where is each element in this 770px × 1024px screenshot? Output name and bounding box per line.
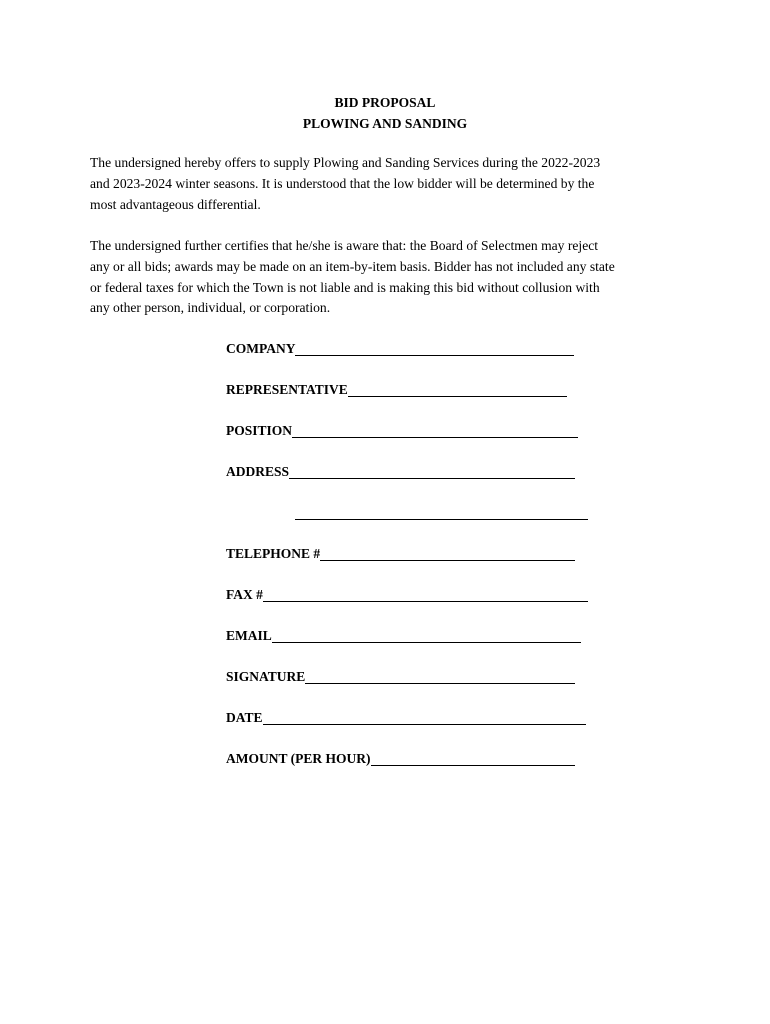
address-field <box>226 461 575 483</box>
position-input-line[interactable] <box>292 436 578 438</box>
signature-field <box>226 666 575 688</box>
paragraph-line: and 2023-2024 winter seasons. It is understood that the low bidder will be determined by the <box>90 175 595 191</box>
address-label: ADDRESS <box>226 464 290 479</box>
address-input-line[interactable] <box>289 477 575 479</box>
paragraph-line: or federal taxes for which the Town is not liable and is making this bid without collusion with <box>90 279 600 295</box>
company-label: COMPANY <box>226 341 296 356</box>
email-input-line[interactable] <box>272 641 581 643</box>
signature-input-line[interactable] <box>305 682 575 684</box>
date-field <box>226 707 586 729</box>
date-label: DATE <box>226 710 263 725</box>
paragraph-line: most advantageous differential. <box>90 196 261 212</box>
telephone-input-line[interactable] <box>320 559 575 561</box>
fax-input-line[interactable] <box>263 600 588 602</box>
representative-label: REPRESENTATIVE <box>226 382 348 397</box>
offer-paragraph <box>90 153 690 215</box>
fax-field <box>226 584 588 606</box>
company-field <box>226 338 574 360</box>
document-subtitle: PLOWING AND SANDING <box>302 116 468 131</box>
position-label: POSITION <box>226 423 293 438</box>
amount-label: AMOUNT (PER HOUR) <box>226 751 371 766</box>
signature-label: SIGNATURE <box>226 669 306 684</box>
amount-field <box>226 748 575 770</box>
telephone-field <box>226 543 575 565</box>
representative-field <box>226 379 567 401</box>
email-label: EMAIL <box>226 628 272 643</box>
telephone-label: TELEPHONE # <box>226 546 321 561</box>
representative-input-line[interactable] <box>348 395 567 397</box>
document-title: BID PROPOSAL <box>334 95 436 110</box>
certification-paragraph <box>90 236 690 319</box>
address-input-line-2[interactable] <box>295 518 588 520</box>
email-field <box>226 625 581 647</box>
paragraph-line: The undersigned further certifies that he/she is aware that: the Board of Selectmen may reject <box>90 238 599 253</box>
paragraph-line: any or all bids; awards may be made on an item-by-item basis. Bidder has not included any state <box>90 258 615 274</box>
position-field <box>226 420 578 442</box>
fax-label: FAX # <box>226 587 263 602</box>
paragraph-line: any other person, individual, or corporation. <box>90 300 331 316</box>
company-input-line[interactable] <box>295 354 574 356</box>
amount-input-line[interactable] <box>371 764 575 766</box>
date-input-line[interactable] <box>263 723 586 725</box>
paragraph-line: The undersigned hereby offers to supply Plowing and Sanding Services during the 2022-2023 <box>90 155 601 170</box>
